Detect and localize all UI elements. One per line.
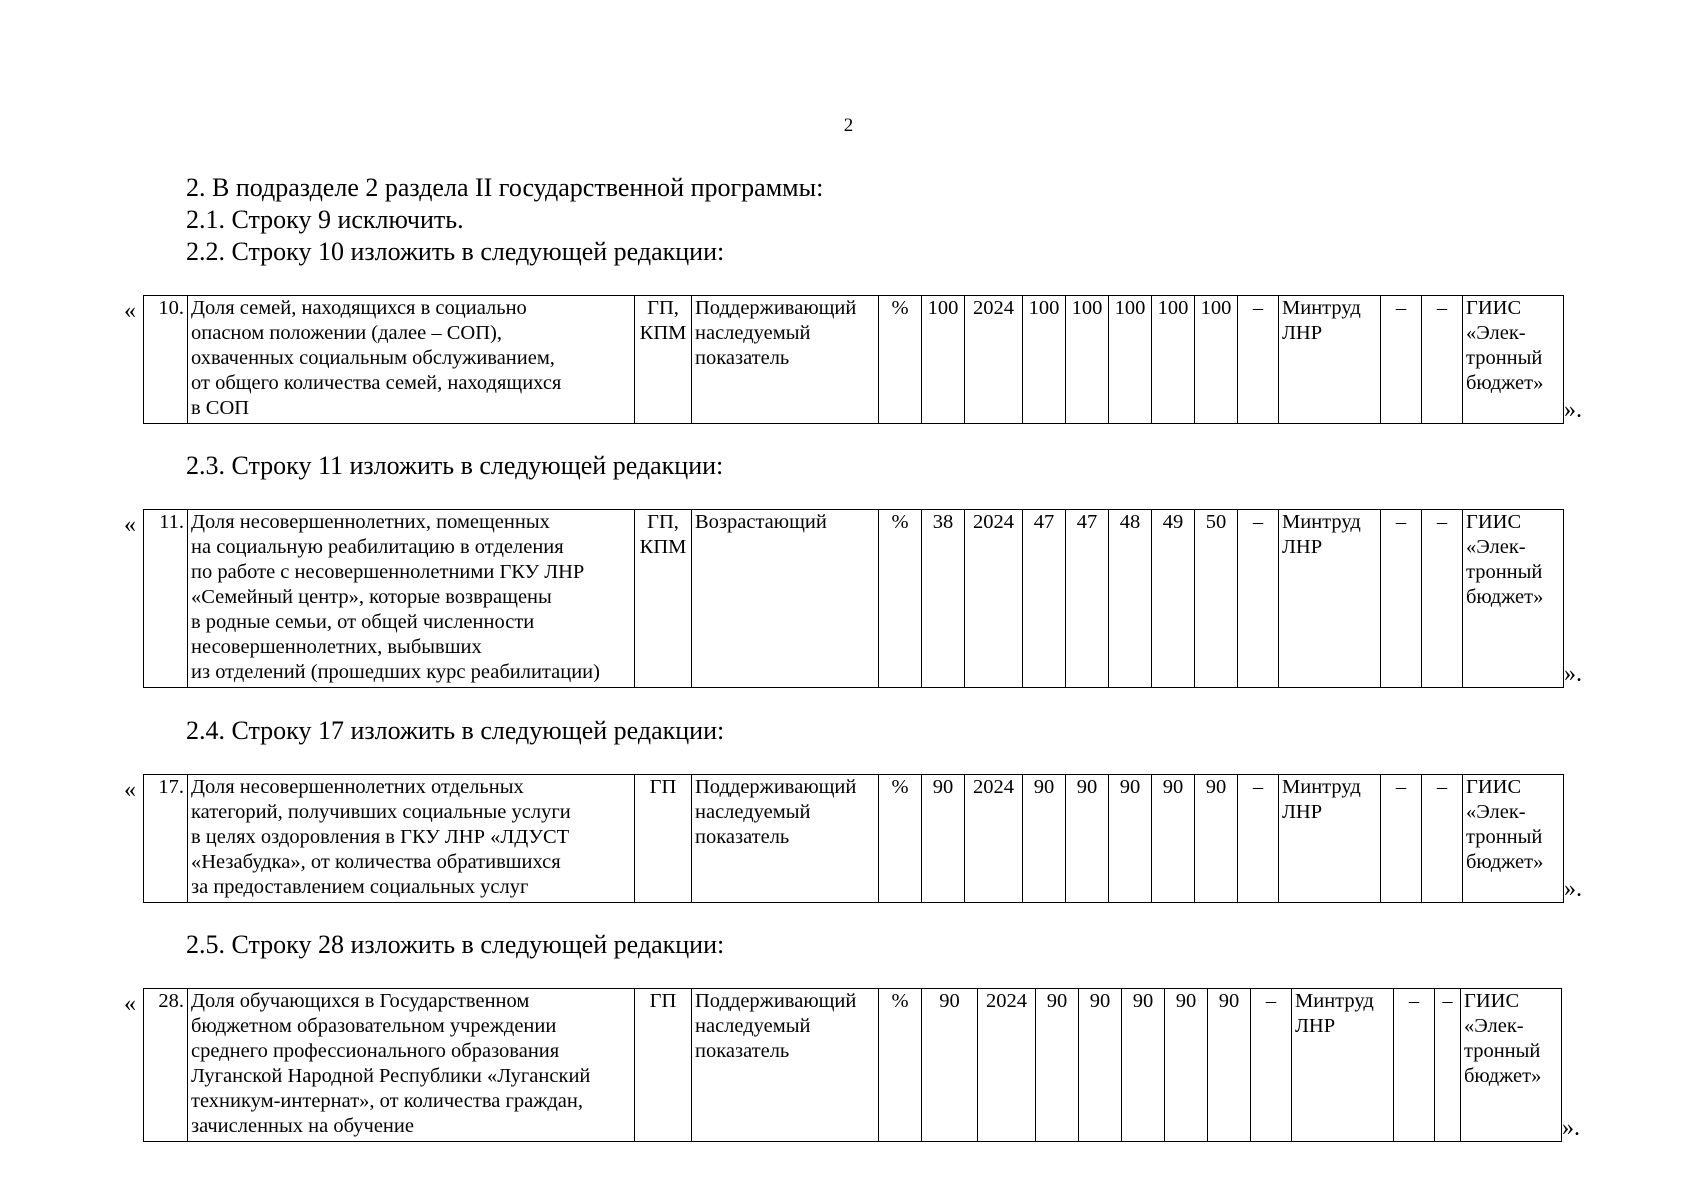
intro-line-2: 2.1. Строку 9 исключить. [186, 205, 464, 234]
level-cell [635, 296, 692, 424]
quote-open: « [124, 298, 136, 324]
cell-line: техникум-интернат», от количества граждан, [191, 1090, 583, 1112]
cell-line: показатель [695, 826, 790, 848]
cell-line: на социальную реабилитацию в отделения [191, 536, 564, 558]
cell-line: КПМ [639, 322, 687, 344]
target-value-cell: 48 [1109, 510, 1152, 688]
cell-line: несовершеннолетних, выбывших [191, 636, 482, 658]
description-cell [188, 296, 635, 424]
cell-line: ГП [649, 776, 677, 798]
row-number-cell: 11. [144, 510, 188, 688]
table-row [144, 989, 1562, 1142]
cell-line: по работе с несовершеннолетними ГКУ ЛНР [191, 561, 585, 583]
base-value-cell: 90 [922, 989, 978, 1142]
target-value-cell: 50 [1195, 510, 1238, 688]
cell-line: тронный [1464, 1040, 1541, 1062]
indicator-row-table [143, 295, 1564, 424]
cell-line: Минтруд [1282, 297, 1361, 319]
cell-line: Минтруд [1295, 990, 1374, 1012]
cell-line: ГИИС [1466, 297, 1522, 319]
cell-line: бюджет» [1466, 851, 1544, 873]
description-cell [188, 989, 635, 1142]
responsible-cell [1279, 510, 1381, 688]
base-value-cell: 38 [922, 510, 965, 688]
target-value-cell: 49 [1152, 510, 1195, 688]
row-number-cell: 17. [144, 775, 188, 903]
cell-line: показатель [695, 1040, 790, 1062]
cell-line: «Элек- [1466, 536, 1526, 558]
responsible-cell [1279, 296, 1381, 424]
row-number-cell: 28. [144, 989, 188, 1142]
dash-cell: – [1381, 296, 1422, 424]
section-heading: 2.4. Строку 17 изложить в следующей редакции: [186, 716, 725, 745]
cell-line: опасном положении (далее – СОП), [191, 322, 502, 344]
cell-line: ЛНР [1282, 322, 1323, 344]
info-system-cell [1461, 989, 1562, 1142]
table-row [144, 296, 1564, 424]
cell-line: ГИИС [1464, 990, 1520, 1012]
dash-cell: – [1394, 989, 1435, 1142]
cell-line: за предоставлением социальных услуг [191, 876, 529, 898]
cell-line: Минтруд [1282, 511, 1361, 533]
target-value-cell: 90 [1109, 775, 1152, 903]
unit-cell: % [879, 989, 922, 1142]
quote-close: ». [1562, 1115, 1580, 1141]
cell-line: Поддерживающий [695, 990, 857, 1012]
cell-line: ГП, [647, 297, 679, 319]
cell-line: ГП [649, 990, 677, 1012]
table-row [144, 775, 1564, 903]
cell-line: «Элек- [1464, 1015, 1524, 1037]
cell-line: бюджет» [1466, 586, 1544, 608]
cell-line: Минтруд [1282, 776, 1361, 798]
cell-line: в родные семьи, от общей численности [191, 611, 535, 633]
cell-line: ГИИС [1466, 776, 1522, 798]
base-year-cell: 2024 [978, 989, 1036, 1142]
info-system-cell [1463, 775, 1564, 903]
intro-line-1: 2. В подразделе 2 раздела II государственной программы: [186, 173, 824, 202]
target-value-cell: 90 [1066, 775, 1109, 903]
section-heading: 2.3. Строку 11 изложить в следующей редакции: [186, 451, 724, 480]
cell-line: наследуемый [695, 322, 811, 344]
indicator-type-cell [692, 775, 879, 903]
target-value-cell: 90 [1036, 989, 1079, 1142]
cell-line: Доля несовершеннолетних отдельных [191, 776, 524, 798]
description-cell [188, 775, 635, 903]
cell-line: КПМ [639, 536, 687, 558]
intro-line-3: 2.2. Строку 10 изложить в следующей редакции: [186, 237, 725, 266]
row-number-cell: 10. [144, 296, 188, 424]
target-value-cell: 90 [1079, 989, 1122, 1142]
dash-cell: – [1251, 989, 1292, 1142]
cell-line: Луганской Народной Республики «Луганский [191, 1065, 591, 1087]
target-value-cell: 90 [1165, 989, 1208, 1142]
dash-cell: – [1238, 775, 1279, 903]
cell-line: ГИИС [1466, 511, 1522, 533]
cell-line: «Элек- [1466, 801, 1526, 823]
target-value-cell: 90 [1208, 989, 1251, 1142]
unit-cell: % [879, 296, 922, 424]
table-row [144, 510, 1564, 688]
cell-line: бюджетном образовательном учреждении [191, 1015, 557, 1037]
base-year-cell: 2024 [965, 775, 1023, 903]
target-value-cell: 100 [1023, 296, 1066, 424]
cell-line: из отделений (прошедших курс реабилитации) [191, 661, 600, 683]
cell-line: Поддерживающий [695, 776, 857, 798]
indicator-row-table [143, 509, 1564, 688]
indicator-type-cell [692, 296, 879, 424]
info-system-cell [1463, 510, 1564, 688]
cell-line: Доля несовершеннолетних, помещенных [191, 511, 550, 533]
level-cell [635, 775, 692, 903]
cell-line: тронный [1466, 826, 1543, 848]
cell-line: ГП, [647, 511, 679, 533]
indicator-type-cell [692, 989, 879, 1142]
cell-line: категорий, получивших социальные услуги [191, 801, 571, 823]
cell-line: бюджет» [1466, 372, 1544, 394]
target-value-cell: 100 [1152, 296, 1195, 424]
cell-line: ЛНР [1282, 536, 1323, 558]
dash-cell: – [1238, 510, 1279, 688]
cell-line: в СОП [191, 397, 250, 419]
responsible-cell [1292, 989, 1394, 1142]
target-value-cell: 47 [1066, 510, 1109, 688]
cell-line: в целях оздоровления в ГКУ ЛНР «ЛДУСТ [191, 826, 570, 848]
level-cell [635, 510, 692, 688]
unit-cell: % [879, 510, 922, 688]
indicator-type-cell [692, 510, 879, 688]
cell-line: среднего профессионального образования [191, 1040, 560, 1062]
cell-line: тронный [1466, 561, 1543, 583]
quote-open: « [124, 991, 136, 1017]
indicator-row-table [143, 988, 1562, 1142]
target-value-cell: 100 [1066, 296, 1109, 424]
cell-line: ЛНР [1282, 801, 1323, 823]
dash-cell: – [1238, 296, 1279, 424]
dash-cell: – [1381, 775, 1422, 903]
cell-line: наследуемый [695, 801, 811, 823]
cell-line: бюджет» [1464, 1065, 1542, 1087]
cell-line: Доля обучающихся в Государственном [191, 990, 530, 1012]
info-system-cell [1463, 296, 1564, 424]
quote-close: ». [1564, 397, 1582, 423]
cell-line: ЛНР [1295, 1015, 1336, 1037]
dash-cell: – [1381, 510, 1422, 688]
base-year-cell: 2024 [965, 296, 1023, 424]
target-value-cell: 90 [1023, 775, 1066, 903]
dash-cell: – [1422, 775, 1463, 903]
page-number: 2 [843, 115, 854, 136]
dash-cell: – [1435, 989, 1461, 1142]
cell-line: наследуемый [695, 1015, 811, 1037]
cell-line: «Элек- [1466, 322, 1526, 344]
cell-line: охваченных социальным обслуживанием, [191, 347, 555, 369]
target-value-cell: 47 [1023, 510, 1066, 688]
cell-line: «Семейный центр», которые возвращены [191, 586, 552, 608]
cell-line: Возрастающий [695, 511, 827, 533]
cell-line: показатель [695, 347, 790, 369]
quote-close: ». [1564, 661, 1582, 687]
target-value-cell: 100 [1195, 296, 1238, 424]
cell-line: зачисленных на обучение [191, 1115, 414, 1137]
unit-cell: % [879, 775, 922, 903]
target-value-cell: 90 [1122, 989, 1165, 1142]
target-value-cell: 90 [1152, 775, 1195, 903]
target-value-cell: 100 [1109, 296, 1152, 424]
cell-line: Доля семей, находящихся в социально [191, 297, 527, 319]
dash-cell: – [1422, 296, 1463, 424]
cell-line: «Незабудка», от количества обратившихся [191, 851, 561, 873]
base-value-cell: 90 [922, 775, 965, 903]
cell-line: от общего количества семей, находящихся [191, 372, 562, 394]
base-value-cell: 100 [922, 296, 965, 424]
quote-open: « [124, 777, 136, 803]
indicator-row-table [143, 774, 1564, 903]
quote-open: « [124, 512, 136, 538]
responsible-cell [1279, 775, 1381, 903]
target-value-cell: 90 [1195, 775, 1238, 903]
description-cell [188, 510, 635, 688]
quote-close: ». [1564, 876, 1582, 902]
cell-line: тронный [1466, 347, 1543, 369]
base-year-cell: 2024 [965, 510, 1023, 688]
dash-cell: – [1422, 510, 1463, 688]
level-cell [635, 989, 692, 1142]
cell-line: Поддерживающий [695, 297, 857, 319]
section-heading: 2.5. Строку 28 изложить в следующей редакции: [186, 930, 725, 959]
